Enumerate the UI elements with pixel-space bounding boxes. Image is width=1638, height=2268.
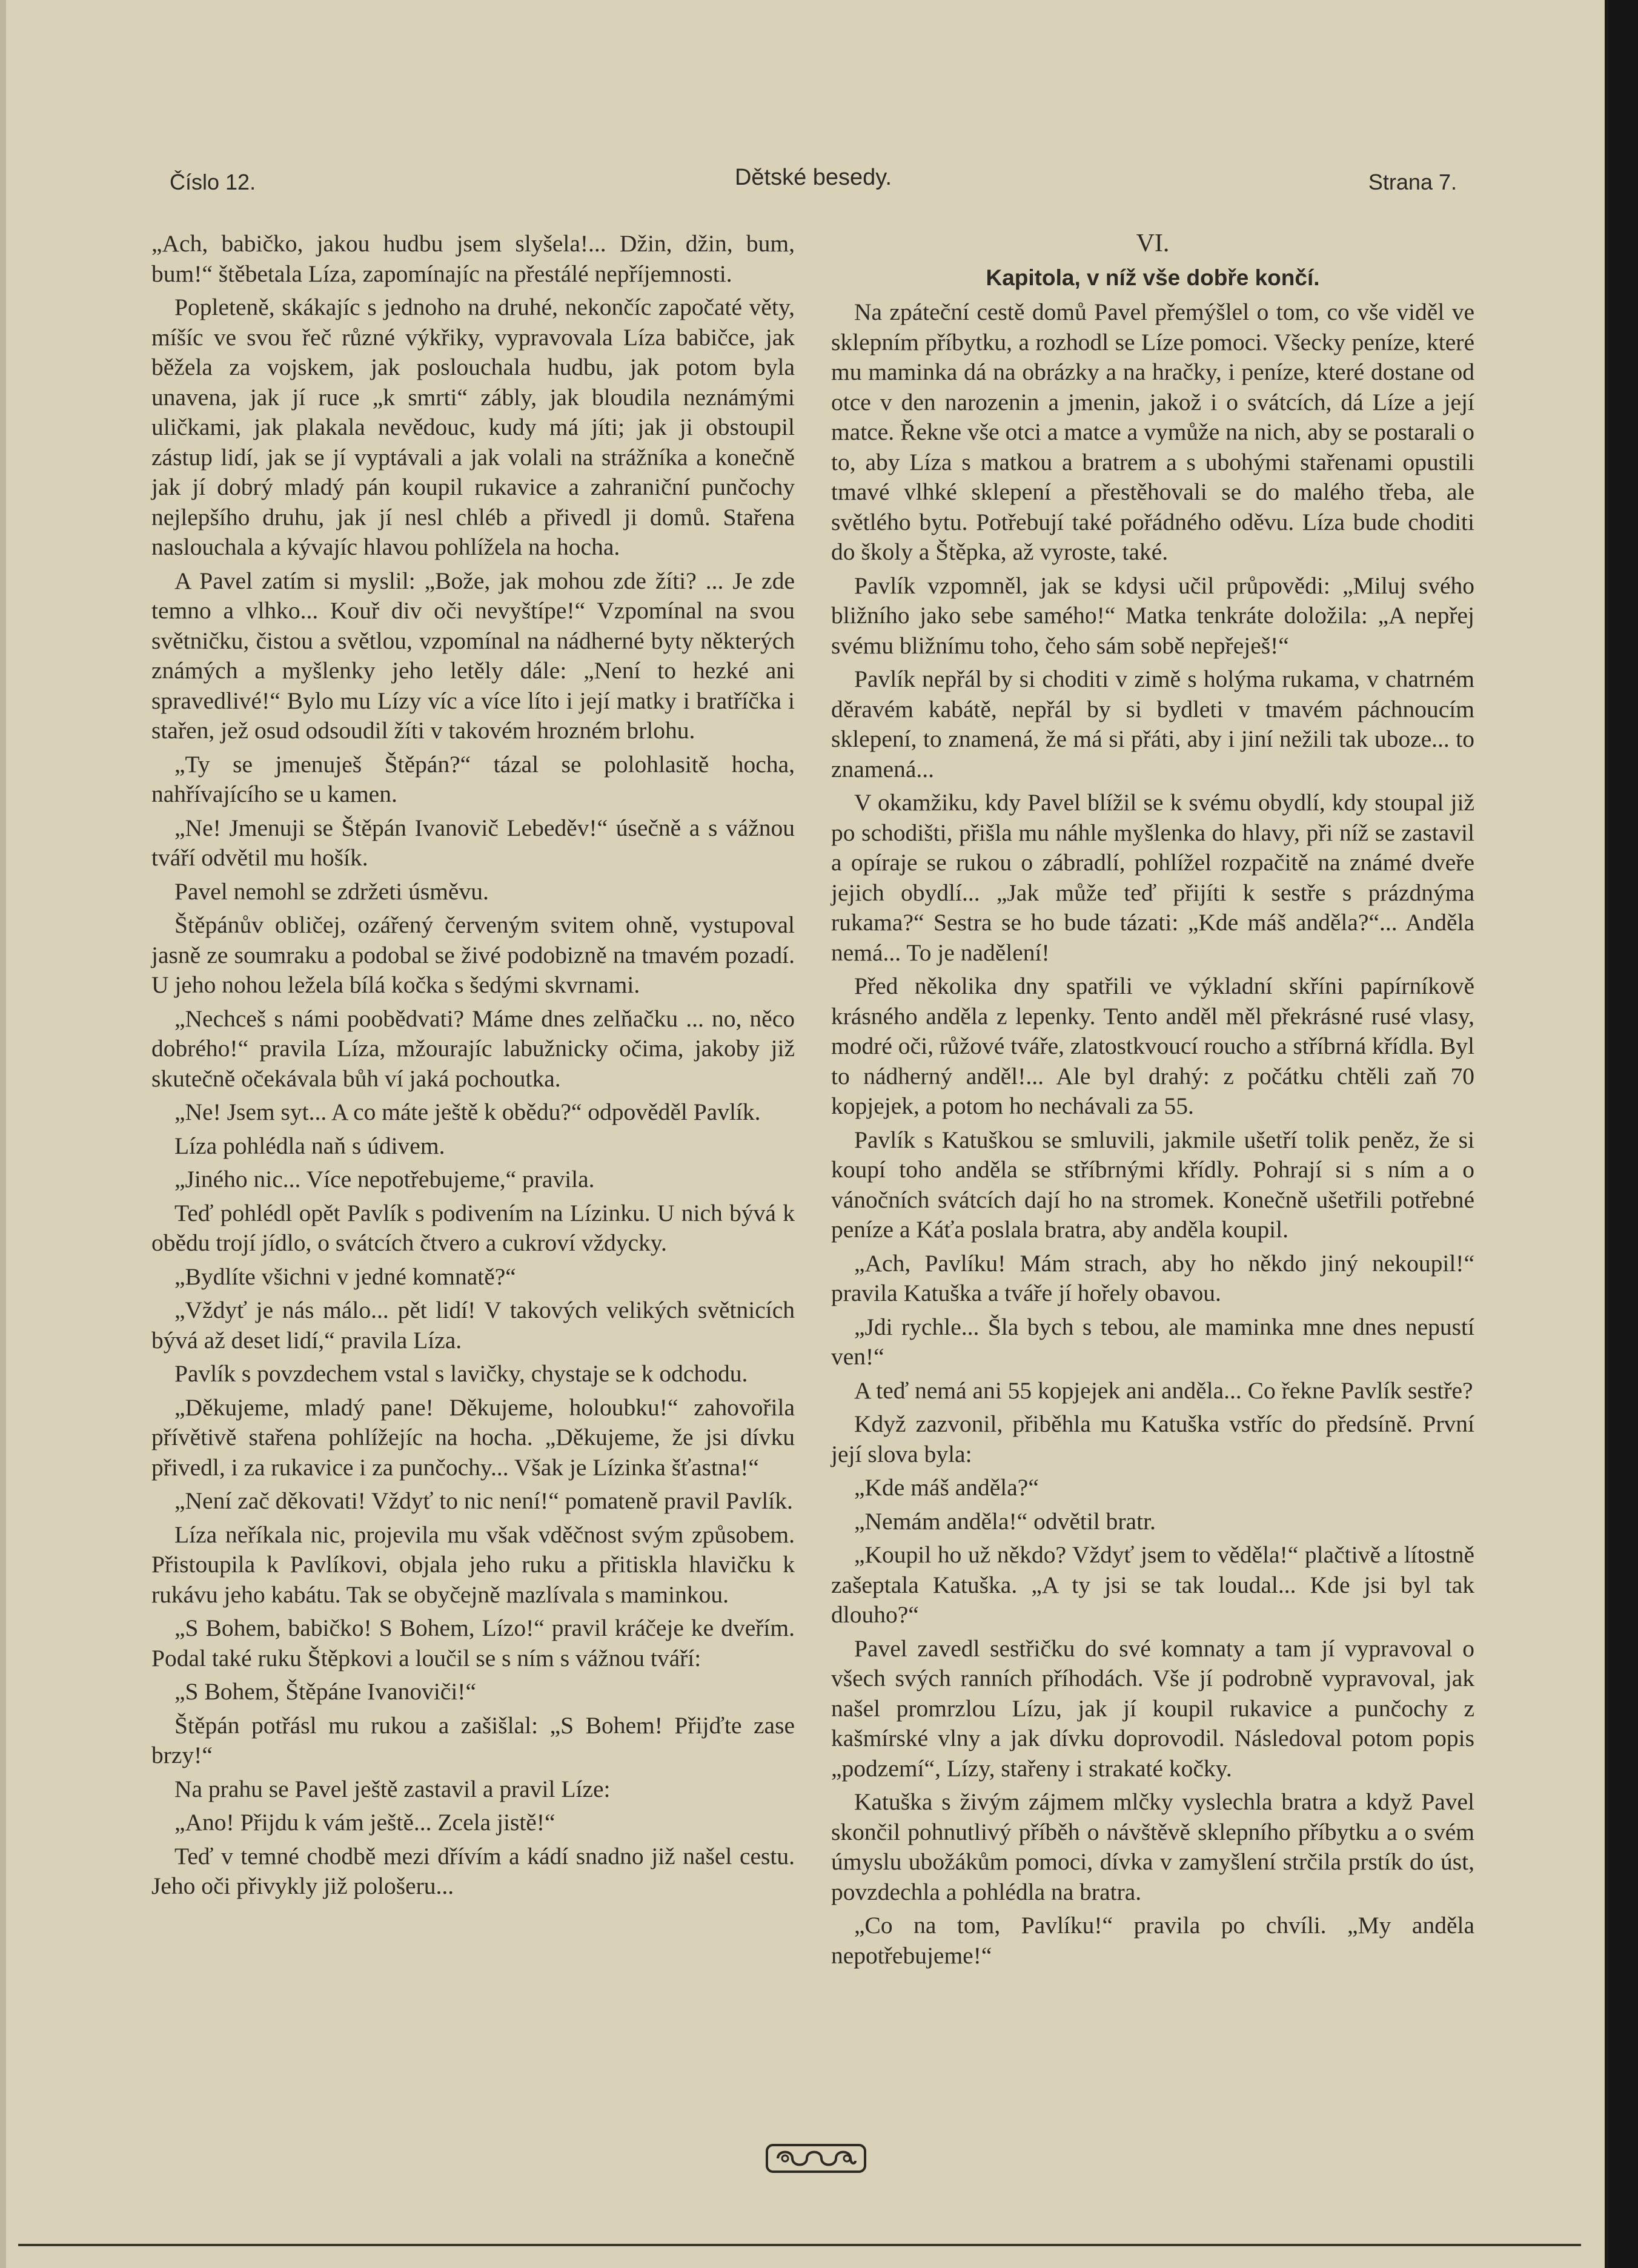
- paragraph: Teď v temné chodbě mezi dřívím a kádí snadno již našel cestu. Jeho oči přivykly již pološeru...: [151, 1842, 795, 1899]
- paragraph: Pavlík s Katuškou se smluvili, jakmile ušetří tolik peněz, že si koupí toho anděla se stříbrnými křídly. Pohrají si s ním a o vánočních svátcích dají ho na stromek. Konečně ušetřili potřebné peníze a Káťa poslala bratra, aby anděla koupil.: [831, 1126, 1474, 1243]
- section-number: VI.: [1136, 230, 1170, 257]
- paragraph: Líza pohlédla naň s údivem.: [174, 1132, 445, 1159]
- paragraph: „Co na tom, Pavlíku!“ pravila po chvíli. „My anděla nepotřebujeme!“: [831, 1912, 1474, 1969]
- paragraph: „Není zač děkovati! Vždyť to nic není!“ pomateně pravil Pavlík.: [174, 1487, 793, 1514]
- right-column: [831, 229, 1474, 1974]
- page-header: [170, 165, 1457, 201]
- paragraph: „Jdi rychle... Šla bych s tebou, ale maminka mne dnes nepustí ven!“: [831, 1313, 1474, 1370]
- paragraph: A Pavel zatím si myslil: „Bože, jak mohou zde žíti? ... Je zde temno a vlhko... Kouř div oči nevyštípe!“ Vzpomínal na svou světničku, čistou a světlou, vzpomínal na nádherné byty některých známých a myšlenky jeho letěly dále: „Není to hezké ani spravedlivé!“ Bylo mu Lízy víc a více líto i její matky i bratříčka i stařen, jež osud odsoudil žíti v takovém hrozném brlohu.: [151, 567, 795, 744]
- paragraph: V okamžiku, kdy Pavel blížil se k svému obydlí, kdy stoupal již po schodišti, přišla mu náhle myšlenka do hlavy, při níž se zastavil a opíraje se rukou o zábradlí, pohlížel rozpačitě na známé dveře jejich obydlí... „Jak může teď přijíti k sestře s prázdnýma rukama?“ Sestra se ho bude tázati: „Kde máš anděla?“... Anděla nemá... To je nadělení!: [831, 789, 1474, 966]
- paragraph: Před několika dny spatřili ve výkladní skříni papírníkově krásného anděla z lepenky. Tento anděl měl překrásné rusé vlasy, modré oči, růžové tváře, zlatostkvoucí roucho a stříbrná křídla. Byl to nádherný anděl!... Ale byl drahý: z počátku chtěli zaň 70 kopjejek, a potom ho nechávali za 55.: [831, 973, 1474, 1119]
- ornament-icon: [766, 2143, 866, 2174]
- paragraph: „Jiného nic... Více nepotřebujeme,“ pravila.: [174, 1166, 595, 1192]
- paragraph: Pavlík vzpomněl, jak se kdysi učil průpovědi: „Miluj svého bližního jako sebe samého!“ Matka tenkráte doložila: „A nepřej svému bližnímu toho, čeho sám sobě nepřeješ!“: [831, 572, 1474, 659]
- paragraph: Na prahu se Pavel ještě zastavil a pravil Líze:: [174, 1775, 611, 1802]
- paragraph: Štěpán potřásl mu rukou a zašišlal: „S Bohem! Přijďte zase brzy!“: [151, 1711, 795, 1768]
- left-column: [151, 229, 795, 1905]
- paragraph: „Ach, Pavlíku! Mám strach, aby ho někdo jiný nekoupil!“ pravila Katuška a tváře jí hořely obavou.: [831, 1249, 1474, 1306]
- publication-title: Dětské besedy.: [734, 165, 892, 190]
- paragraph: „Bydlíte všichni v jedné komnatě?“: [174, 1263, 516, 1290]
- paragraph: „Nechceš s námi poobědvati? Máme dnes zelňačku ... no, něco dobrého!“ pravila Líza, mžourajíc labužnicky očima, jakoby již skutečně očekávala bůh ví jaká pochoutka.: [151, 1005, 795, 1092]
- paragraph: Štěpánův obličej, ozářený červeným svitem ohně, vystupoval jasně ze soumraku a podobal se živé podobizně na tmavém pozadí. U jeho nohou ležela bílá kočka s šedými skvrnami.: [151, 911, 795, 998]
- paragraph: Popleteně, skákajíc s jednoho na druhé, nekončíc započaté věty, míšíc ve svou řeč různé výkřiky, vypravovala Líza babičce, jak běžela za vojskem, jak poslouchala hudbu, jak potom byla unavena, jak jí ruce „k smrti“ zábly, jak bloudila neznámými uličkami, jak plakala nevědouc, kudy má jíti; jak ji obstoupil zástup lidí, jak se jí vyptávali a jak volali na strážníka a konečně jak jí dobrý mladý pán koupil rukavice a zahraniční punčochy nejlepšího druhu, jak jí nesl chléb a přivedl ji domů. Stařena naslouchala a kývajíc hlavou pohlížela na hocha.: [151, 294, 795, 560]
- paragraph: „Ty se jmenuješ Štěpán?“ tázal se polohlasitě hocha, nahřívajícího se u kamen.: [151, 750, 795, 807]
- paragraph: Když zazvonil, přiběhla mu Katuška vstříc do předsíně. První její slova byla:: [831, 1410, 1474, 1467]
- paragraph: Pavlík nepřál by si choditi v zimě s holýma rukama, v chatrném děravém kabátě, nepřál by si bydleti v tmavém páchnoucím sklepení, to znamená, že má si přáti, aby i jiní nežili tak uboze... to znamená...: [831, 666, 1474, 782]
- page-edge: [0, 0, 6, 2268]
- paragraph: „Ne! Jsem syt... A co máte ještě k obědu?“ odpověděl Pavlík.: [174, 1099, 761, 1125]
- paragraph: Pavlík s povzdechem vstal s lavičky, chystaje se k odchodu.: [174, 1360, 748, 1387]
- paragraph: „Ne! Jmenuji se Štěpán Ivanovič Lebeděv!“ úsečně a s vážnou tváří odvětil mu hošík.: [151, 814, 795, 871]
- paragraph: „Nemám anděla!“ odvětil bratr.: [854, 1507, 1156, 1535]
- paragraph: „Ach, babičko, jakou hudbu jsem slyšela!... Džin, džin, bum, bum!“ štěbetala Líza, zapomínajíc na přestálé nepříjemnosti.: [151, 230, 795, 287]
- paragraph: Líza neříkala nic, projevila mu však vděčnost svým způsobem. Přistoupila k Pavlíkovi, objala jeho ruku a přitiskla hlavičku k rukávu jeho kabátu. Tak se obyčejně mazlívala s maminkou.: [151, 1521, 795, 1608]
- section-title: Kapitola, v níž vše dobře končí.: [986, 265, 1320, 290]
- paragraph: „S Bohem, babičko! S Bohem, Lízo!“ pravil kráčeje ke dveřím. Podal také ruku Štěpkovi a loučil se s ním s vážnou tváří:: [151, 1615, 795, 1671]
- paragraph: Katuška s živým zájmem mlčky vyslechla bratra a když Pavel skončil pohnutlivý příběh o návštěvě sklepního příbytku a o svém úmyslu ubožákům pomoci, dívka v zamyšlení strčila prstík do úst, povzdechla a pohlédla na bratra.: [831, 1788, 1474, 1905]
- paragraph: Teď pohlédl opět Pavlík s podivením na Lízinku. U nich bývá k obědu trojí jídlo, o svátcích čtvero a cukroví vždycky.: [151, 1199, 795, 1256]
- paragraph: Na zpáteční cestě domů Pavel přemýšlel o tom, co vše viděl ve sklepním příbytku, a rozhodl se Líze pomoci. Všecky peníze, které mu maminka dá na obrázky a na hračky, i peníze, které dostane od otce v den narozenin a jmenin, jakož i o svátcích, dá Líze a její matce. Řekne vše otci a matce a vymůže na nich, aby se postarali o to, aby Líza s matkou a bratrem a s ubohými stařenami opustili tmavé vlhké sklepení a přestěhovali se do malého třeba, ale světlého bytu. Potřebují také pořádného oděvu. Líza bude choditi do školy a Štěpka, až vyroste, také.: [831, 299, 1474, 565]
- paragraph: Pavel nemohl se zdržeti úsměvu.: [174, 878, 489, 905]
- paragraph: „Koupil ho už někdo? Vždyť jsem to věděla!“ plačtivě a lítostně zašeptala Katuška. „A ty jsi se tak loudal... Kde jsi byl tak dlouho?“: [831, 1541, 1474, 1628]
- page-number: Strana 7.: [1368, 170, 1457, 194]
- paragraph: „Vždyť je nás málo... pět lidí! V takových velikých světnicích bývá až deset lidí,“ pravila Líza.: [151, 1297, 795, 1354]
- paragraph: „Kde máš anděla?“: [854, 1474, 1039, 1501]
- paragraph: „Ano! Přijdu k vám ještě... Zcela jistě!“: [174, 1809, 555, 1836]
- paragraph: „S Bohem, Štěpáne Ivanoviči!“: [174, 1678, 476, 1705]
- issue-number: Číslo 12.: [170, 170, 256, 194]
- bottom-rule: [18, 2244, 1581, 2246]
- paragraph: Pavel zavedl sestřičku do své komnaty a tam jí vypravoval o všech svých ranních příhodách. Vše jí podrobně vypravoval, jak našel promrzlou Lízu, jak jí koupil rukavice a punčochy z kašmírské vlny a jak dívku doprovodil. Následoval potom popis „podzemí“, Lízy, stařeny i strakaté kočky.: [831, 1635, 1474, 1782]
- paragraph: „Děkujeme, mladý pane! Děkujeme, holoubku!“ zahovořila přívětivě stařena pohlížejíc na hocha. „Děkujeme, že jsi dívku přivedl, i za rukavice i za punčochy... Však je Lízinka šťastna!“: [151, 1394, 795, 1481]
- section-heading: [831, 229, 1474, 293]
- paragraph: A teď nemá ani 55 kopjejek ani anděla... Co řekne Pavlík sestře?: [854, 1377, 1473, 1404]
